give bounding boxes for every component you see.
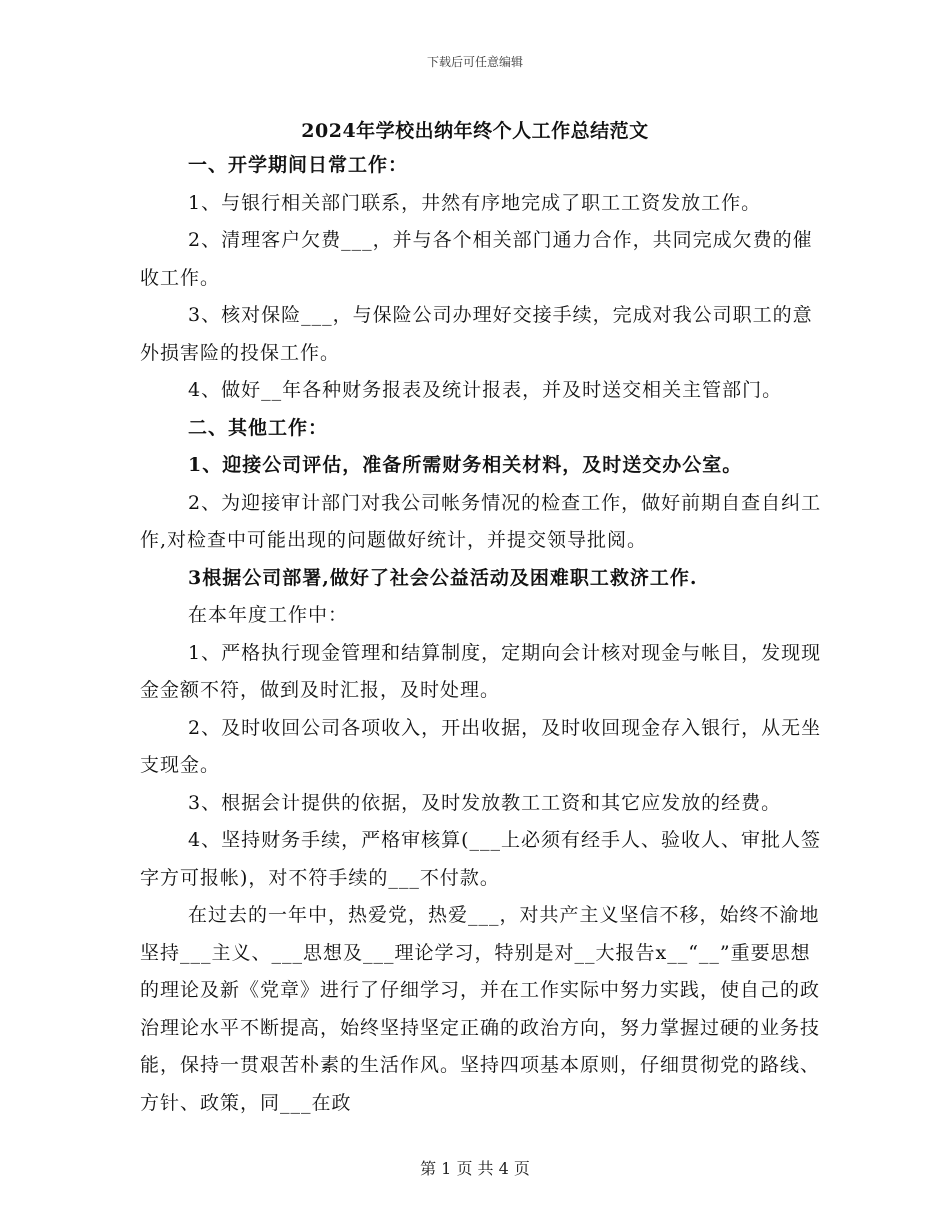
body-paragraph: 在过去的一年中，热爱党，热爱___，对共产主义坚信不移，始终不渝地坚持___主义、___思想及___理论学习，特别是对__大报告x__“__”重要思想的理论及新《党章》进行了仔细学习，并在工作实际中努力实践，使自己的政治理论水平不断提高，始终坚持坚定正确的政治方向，努力掌握过硬的业务技能，保持一贯艰苦朴素的生活作风。坚持四项基本原则，仔细贯彻党的路线、方针、政策，同___在政 xyxy=(140,904,821,1114)
header-note: 下载后可任意编辑 xyxy=(426,55,523,69)
body-paragraph: 1、与银行相关部门联系，井然有序地完成了职工工资发放工作。 xyxy=(188,191,762,214)
body-paragraph: 2、及时收回公司各项收入，开出收据，及时收回现金存入银行，从无坐支现金。 xyxy=(140,716,822,776)
section-heading: 1、迎接公司评估，准备所需财务相关材料，及时送交办公室。 xyxy=(188,454,743,476)
document-body xyxy=(140,147,830,1122)
body-paragraph: 3、核对保险___，与保险公司办理好交接手续，完成对我公司职工的意外损害险的投保工作。 xyxy=(140,304,813,364)
page-footer: 第 1 页 共 4 页 xyxy=(420,1159,530,1178)
body-paragraph: 3、根据会计提供的依据，及时发放教工工资和其它应发放的经费。 xyxy=(188,791,782,814)
body-paragraph: 1、严格执行现金管理和结算制度，定期向会计核对现金与帐目，发现现金金额不符，做到及时汇报，及时处理。 xyxy=(140,641,822,701)
body-paragraph: 2、清理客户欠费___，并与各个相关部门通力合作，共同完成欠费的催收工作。 xyxy=(140,229,813,289)
document-title: 2024年学校出纳年终个人工作总结范文 xyxy=(301,120,649,142)
section-heading: 一、开学期间日常工作： xyxy=(188,154,409,176)
body-paragraph: 2、为迎接审计部门对我公司帐务情况的检查工作，做好前期自查自纠工作,对检查中可能出现的问题做好统计，并提交领导批阅。 xyxy=(140,491,822,551)
body-paragraph: 4、坚持财务手续，严格审核算(___上必须有经手人、验收人、审批人签字方可报帐)，对不符手续的___不付款。 xyxy=(140,829,822,889)
body-paragraph: 在本年度工作中： xyxy=(188,604,349,626)
section-heading: 3根据公司部署,做好了社会公益活动及困难职工救济工作. xyxy=(188,566,698,589)
section-heading: 二、其他工作： xyxy=(188,416,329,439)
body-paragraph: 4、做好__年各种财务报表及统计报表，并及时送交相关主管部门。 xyxy=(188,379,783,401)
